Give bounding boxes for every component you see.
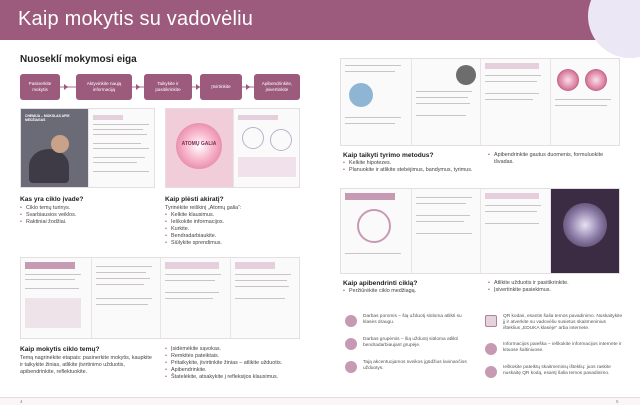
list-item: • Kelkite klausimus. xyxy=(165,212,300,219)
atoms-label: ATOMŲ GALIA xyxy=(181,141,217,147)
text-band xyxy=(238,115,278,120)
digital-resource-icon xyxy=(485,366,497,378)
sequence-step: Apibendrinkite, įsivertinkite xyxy=(254,74,300,100)
text-line xyxy=(93,171,149,172)
list-item: • Raktiniai žodžiai. xyxy=(20,219,155,226)
research-page xyxy=(550,59,620,145)
text-line xyxy=(165,280,215,281)
arrow-right-icon xyxy=(136,84,140,90)
text-line xyxy=(93,157,145,158)
summary-photo-page xyxy=(550,189,620,273)
learning-sequence xyxy=(20,72,300,102)
list-item: • Įsivertinkite pasiekimus. xyxy=(488,287,623,294)
text-line xyxy=(25,279,75,280)
list-item: • Peržiūrėkite ciklo medžiagą. xyxy=(343,288,478,295)
research-page xyxy=(480,59,550,145)
text-line xyxy=(416,91,472,92)
legend-text: Ieškokite pateiktų skaitmeninių išteklių: juos raskite nuskaitę QR kodą, esantį šalia temos pavadinimo. xyxy=(503,365,611,377)
text-line xyxy=(25,288,79,289)
block-text: Temą nagrinėkite etapais: pasinerkite mokytis, kaupkite ir taikykite žinias, atlikite įtvirtinimo užduotis, apibendrinkite, reflektuokite. xyxy=(20,355,152,375)
summary-page xyxy=(411,189,481,273)
scientist-head xyxy=(51,135,69,153)
text-line xyxy=(416,97,468,98)
info-search-icon xyxy=(485,343,497,355)
topic-page xyxy=(230,258,300,338)
sequence-step: Aktyvinkite naują informaciją xyxy=(76,74,132,100)
cycle-diagram xyxy=(357,209,391,243)
page-number-right: 5 xyxy=(616,399,619,404)
text-line xyxy=(485,75,541,76)
text-line xyxy=(96,304,148,305)
block-intro: Tyrinėkite reiškinį „Atomų galia“: xyxy=(165,205,242,211)
glow-photo xyxy=(585,69,607,91)
legend-text: Darbas poromis – šią užduotį siūloma atlikti su klasės draugu. xyxy=(363,314,462,326)
text-line xyxy=(93,134,147,135)
list-item: • Ciklo temų turinys. xyxy=(20,205,155,212)
atom-diagram xyxy=(242,127,264,149)
text-line xyxy=(345,71,395,72)
list-item: • Ieškokite informacijos. xyxy=(165,219,300,226)
text-line xyxy=(416,233,472,234)
block-title: Kaip mokytis ciklo temų? xyxy=(20,346,100,353)
block-title: Kaip taikyti tyrimo metodus? xyxy=(343,152,434,159)
start-list xyxy=(20,205,155,226)
text-line xyxy=(93,148,149,149)
figure-box xyxy=(25,298,81,328)
text-line xyxy=(93,124,149,125)
text-line xyxy=(345,65,401,66)
learn-list xyxy=(165,346,310,381)
list-item: • Kelkite hipotezes. xyxy=(343,160,478,167)
text-line xyxy=(485,223,539,224)
atoms-page xyxy=(166,109,233,187)
qr-code-icon xyxy=(485,315,497,327)
text-line xyxy=(485,93,539,94)
cover-title: CHEMIJA – MOKSLAS APIE MEDŽIAGAS xyxy=(25,114,70,122)
list-item: • Planuokite ir atlikite stebėjimus, bandymus, tyrimus. xyxy=(343,167,478,174)
text-line xyxy=(485,81,537,82)
list-item: • Svarbiausios veiklos. xyxy=(20,212,155,219)
block-title: Kaip apibendrinti ciklą? xyxy=(343,280,418,287)
text-line xyxy=(485,99,533,100)
text-line xyxy=(165,298,213,299)
list-item: • Siūlykite sprendimus. xyxy=(165,240,300,247)
page-number-left: 4 xyxy=(20,399,23,404)
summary-list-right xyxy=(488,280,623,294)
text-line xyxy=(93,129,143,130)
list-item: • Pritaikykite, įtvirtinkite žinias – atlikite užduotis. xyxy=(165,360,310,367)
text-band xyxy=(485,63,539,69)
text-line xyxy=(235,280,287,281)
sequence-title: Nuoseklí mokymosi eiga xyxy=(20,54,137,65)
legend-text: Informacijos paieška – ieškokite informacijos internete ir kituose šaltiniuose. xyxy=(503,342,622,354)
list-item: • Įsidėmėkite sąvokas. xyxy=(165,346,310,353)
text-line xyxy=(485,211,537,212)
text-line xyxy=(416,197,472,198)
text-line xyxy=(345,117,401,118)
text-band xyxy=(235,262,275,269)
text-band xyxy=(165,262,219,269)
text-line xyxy=(96,284,144,285)
text-line xyxy=(416,103,470,104)
decorative-circle xyxy=(588,0,640,58)
list-item: • Atlikite užduotis ir pasitikrinkite. xyxy=(488,280,623,287)
sequence-step: Taikykite ir pasitikrinkite xyxy=(144,74,192,100)
group-work-icon xyxy=(345,338,357,350)
thumbnail-topic-pages xyxy=(20,257,300,339)
header-bar xyxy=(0,0,640,40)
legend-text: Darbas grupėmis – šią užduotį siūloma atlikti bendradarbiaujant grupėje. xyxy=(363,337,458,349)
topic-page xyxy=(91,258,161,338)
page-title: Kaip mokytis su vadovėliu xyxy=(18,8,254,30)
legend-text: QR kodas, esantis šalia temos pavadinimo. Nuskaitykite jį ir atverkite su vadovėliu susietus skaitmeninius išteklius „EDUKA klasėje“ arba internete. xyxy=(503,314,623,332)
footer-bar xyxy=(0,397,640,405)
topic-page xyxy=(21,258,91,338)
scientist-figure xyxy=(29,149,69,183)
text-line xyxy=(555,105,607,106)
list-item: • Remkitės pateiktais. xyxy=(165,353,310,360)
thumbnail-atoms-power xyxy=(165,108,300,188)
thumbnail-chapter-intro xyxy=(20,108,155,188)
thumbnail-research-pages xyxy=(340,58,620,146)
list-item: • Štatelėkite, atsakykite į refleksijos klausimus. xyxy=(165,374,310,381)
text-line xyxy=(96,298,152,299)
research-page xyxy=(411,59,481,145)
text-band xyxy=(93,115,123,120)
text-line xyxy=(93,143,141,144)
arrow-right-icon xyxy=(64,84,68,90)
task-box xyxy=(238,157,296,177)
text-line xyxy=(416,115,466,116)
block-title: Kaip plėsti akiratį? xyxy=(165,196,224,203)
legend-text: Tają akcentuojamos sveikos įgūdžius lavinančios užduotys. xyxy=(363,360,467,372)
text-line xyxy=(235,286,289,287)
list-item: • Apibendrinkite. xyxy=(165,367,310,374)
crystal-photo xyxy=(563,203,607,247)
text-line xyxy=(96,272,146,273)
text-line xyxy=(165,274,221,275)
cover-photo xyxy=(21,109,88,187)
text-line xyxy=(555,99,611,100)
glow-photo xyxy=(557,69,579,91)
sphere-photo xyxy=(456,65,476,85)
list-item: • Kurkite. xyxy=(165,226,300,233)
atom-diagram xyxy=(270,129,292,151)
block-title: Kas yra ciklo įvade? xyxy=(20,196,84,203)
text-band xyxy=(485,193,539,199)
summary-page xyxy=(480,189,550,273)
text-line xyxy=(416,203,466,204)
arrow-right-icon xyxy=(246,84,250,90)
research-list-right xyxy=(488,152,623,166)
text-line xyxy=(416,215,470,216)
intro-page xyxy=(88,109,155,187)
summary-page xyxy=(341,189,411,273)
sequence-step: Įtvirtinkite xyxy=(200,74,242,100)
text-band xyxy=(345,193,395,200)
research-page xyxy=(341,59,411,145)
thumbnail-summary-pages xyxy=(340,188,620,274)
list-item: • Apibendrinkite gautus duomenis, formuluokite išvadas. xyxy=(488,152,623,166)
list-item: • Bendradarbiaukite. xyxy=(165,233,300,240)
text-line xyxy=(345,253,401,254)
head-illustration xyxy=(349,83,373,107)
deepen-list xyxy=(165,212,300,247)
text-line xyxy=(485,205,541,206)
text-line xyxy=(93,162,137,163)
topic-page xyxy=(160,258,230,338)
sequence-step: Pasinerkite mokytis xyxy=(20,74,60,100)
text-band xyxy=(25,262,75,269)
text-line xyxy=(345,123,395,124)
text-line xyxy=(96,278,150,279)
pair-work-icon xyxy=(345,315,357,327)
text-line xyxy=(25,274,81,275)
text-line xyxy=(235,298,285,299)
summary-list xyxy=(343,288,478,295)
text-line xyxy=(96,266,152,267)
text-line xyxy=(165,292,219,293)
skills-icon xyxy=(345,361,357,373)
research-list xyxy=(343,160,478,174)
text-line xyxy=(235,274,291,275)
text-line xyxy=(416,221,464,222)
atoms-text-page xyxy=(233,109,300,187)
